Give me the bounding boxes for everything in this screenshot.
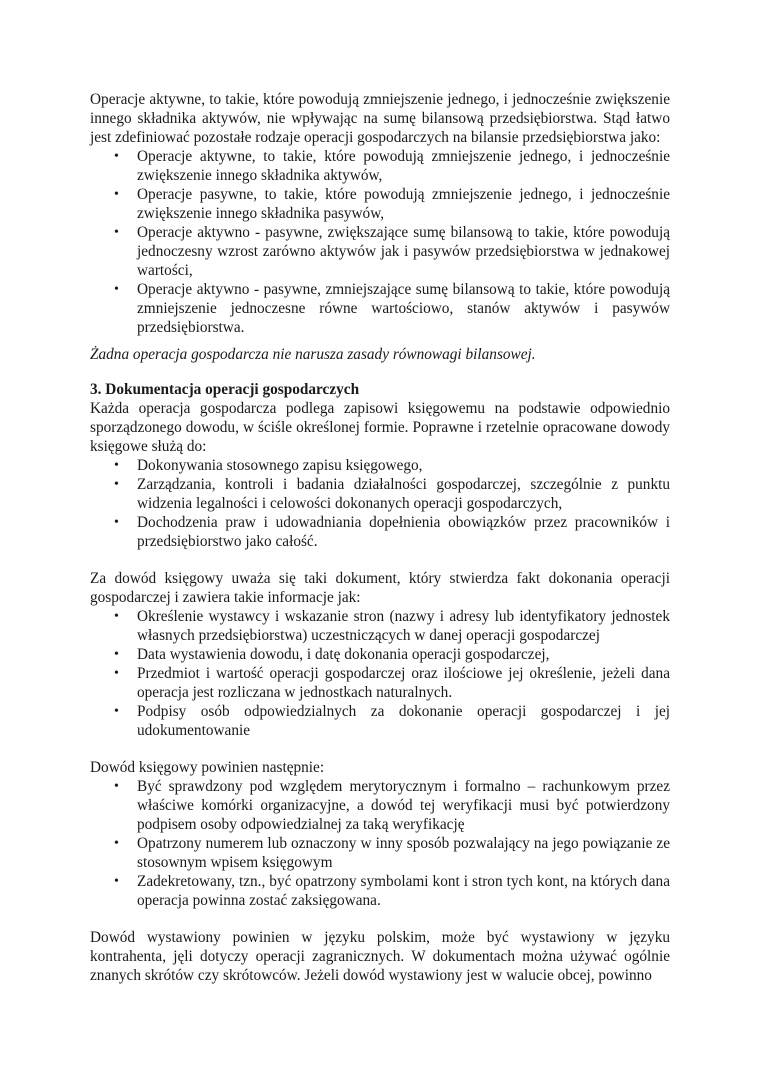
text-line: stosownym wpisem księgowym [137, 854, 333, 871]
text-line: Dowód wystawiony powinien w języku polskim, może być wystawiony w języku [90, 929, 670, 946]
list-item [90, 777, 670, 834]
text-line: Dochodzenia praw i udowadniania dopełnienia obowiązków przez pracowników i [137, 514, 670, 531]
text-line: Określenie wystawcy i wskazanie stron (nazwy i adresy lub identyfikatory jednostek [137, 608, 670, 625]
text-line: zwiększenie innego składnika pasywów, [137, 205, 385, 222]
text-line: Podpisy osób odpowiedzialnych za dokonanie operacji gospodarczej i jej [137, 703, 670, 720]
text-line: znanych skrótów czy skrótowców. Jeżeli dowód wystawiony jest w walucie obcej, powinno [90, 967, 652, 984]
section-heading [90, 380, 670, 399]
text-line: innego składnika aktywów, nie wpływając na sumę bilansową przedsiębiorstwa. Stąd łatwo [90, 110, 670, 127]
text-line: księgowe służą do: [90, 438, 207, 455]
text-line: Każda operacja gospodarcza podlega zapisowi księgowemu na podstawie odpowiednio [90, 400, 670, 417]
text-line: zmniejszenie jednoczesne równe wartościowo, stanów aktywów i pasywów [137, 300, 670, 317]
text-line: widzenia legalności i celowości dokonanych operacji gospodarczych, [137, 495, 563, 512]
list-item [90, 475, 670, 513]
text-line: 3. Dokumentacja operacji gospodarczych [90, 381, 360, 398]
bullet-icon: • [114, 874, 119, 889]
list-item [90, 185, 670, 223]
paragraph [90, 928, 670, 985]
list-item [90, 607, 670, 645]
paragraph [90, 569, 670, 607]
text-line: Żadna operacja gospodarcza nie narusza zasady równowagi bilansowej. [90, 346, 536, 363]
text-line: Zarządzania, kontroli i badania działalności gospodarczej, szczególnie z punktu [137, 476, 670, 493]
bullet-icon: • [114, 704, 119, 719]
text-line: Operacje aktywne, to takie, które powodują zmniejszenie jednego, i jednocześnie [137, 148, 670, 165]
text-line: jest zdefiniować pozostałe rodzaje operacji gospodarczych na bilansie przedsiębiorstwa jako: [90, 129, 661, 146]
bullet-icon: • [114, 779, 119, 794]
text-line: Operacje pasywne, to takie, które powodują zmniejszenie jednego, i jednocześnie [137, 186, 670, 203]
text-line: Data wystawienia dowodu, i datę dokonania operacji gospodarczej, [137, 646, 550, 663]
bullet-list [90, 777, 670, 910]
text-line: Opatrzony numerem lub oznaczony w inny sposób pozwalający na jego powiązanie ze [137, 835, 670, 852]
list-item [90, 834, 670, 872]
text-line: Za dowód księgowy uważa się taki dokument, który stwierdza fakt dokonania operacji [90, 570, 670, 587]
bullet-list [90, 607, 670, 740]
bullet-icon: • [114, 647, 119, 662]
document-page [90, 90, 670, 985]
text-line: Operacje aktywne, to takie, które powodują zmniejszenie jednego, i jednocześnie zwiększenie [90, 91, 670, 108]
text-line: Być sprawdzony pod względem merytorycznym i formalno – rachunkowym przez [137, 778, 670, 795]
text-line: właściwe komórki organizacyjne, a dowód tej weryfikacji musi być potwierdzony [137, 797, 670, 814]
text-line: Przedmiot i wartość operacji gospodarczej oraz ilościowe jej określenie, jeżeli dana [137, 665, 670, 682]
text-line: kontrahenta, jęli dotyczy operacji zagranicznych. W dokumentach można używać ogólnie [90, 948, 670, 965]
text-line: gospodarczej i zawiera takie informacje jak: [90, 589, 361, 606]
bullet-icon: • [114, 515, 119, 530]
paragraph [90, 758, 670, 777]
list-item [90, 872, 670, 910]
text-line: podpisem osoby odpowiedzialnej za taką weryfikację [137, 816, 465, 833]
paragraph [90, 399, 670, 456]
bullet-icon: • [114, 477, 119, 492]
text-line: operacja powinna zostać zaksięgowana. [137, 892, 381, 909]
text-line: własnych przedsiębiorstwa) uczestniczących w danej operacji gospodarczej [137, 627, 600, 644]
bullet-icon: • [114, 282, 119, 297]
paragraph [90, 90, 670, 147]
bullet-icon: • [114, 666, 119, 681]
list-item [90, 456, 670, 475]
bullet-list [90, 147, 670, 337]
bullet-icon: • [114, 609, 119, 624]
list-item [90, 147, 670, 185]
emphasis-paragraph [90, 345, 670, 364]
text-line: operacja jest rozliczana w jednostkach naturalnych. [137, 684, 453, 701]
list-item [90, 513, 670, 551]
bullet-icon: • [114, 836, 119, 851]
list-item [90, 280, 670, 337]
bullet-icon: • [114, 187, 119, 202]
text-line: udokumentowanie [137, 722, 251, 739]
list-item [90, 645, 670, 664]
text-line: Zadekretowany, tzn., być opatrzony symbolami kont i stron tych kont, na których dana [137, 873, 670, 890]
bullet-list [90, 456, 670, 551]
text-line: przedsiębiorstwo jako całość. [137, 533, 318, 550]
text-line: Dowód księgowy powinien następnie: [90, 759, 325, 776]
text-line: zwiększenie innego składnika aktywów, [137, 167, 383, 184]
text-line: Operacje aktywno - pasywne, zmniejszające sumę bilansową to takie, które powodują [137, 281, 670, 298]
bullet-icon: • [114, 225, 119, 240]
text-line: wartości, [137, 262, 193, 279]
text-line: jednoczesny wzrost zarówno aktywów jak i pasywów przedsiębiorstwa w jednakowej [137, 243, 670, 260]
text-line: sporządzonego dowodu, w ściśle określonej formie. Poprawne i rzetelnie opracowane dowody [90, 419, 670, 436]
list-item [90, 702, 670, 740]
bullet-icon: • [114, 149, 119, 164]
list-item [90, 664, 670, 702]
text-line: przedsiębiorstwa. [137, 319, 245, 336]
bullet-icon: • [114, 458, 119, 473]
text-line: Dokonywania stosownego zapisu księgowego, [137, 457, 423, 474]
text-line: Operacje aktywno - pasywne, zwiększające sumę bilansową to takie, które powodują [137, 224, 670, 241]
list-item [90, 223, 670, 280]
